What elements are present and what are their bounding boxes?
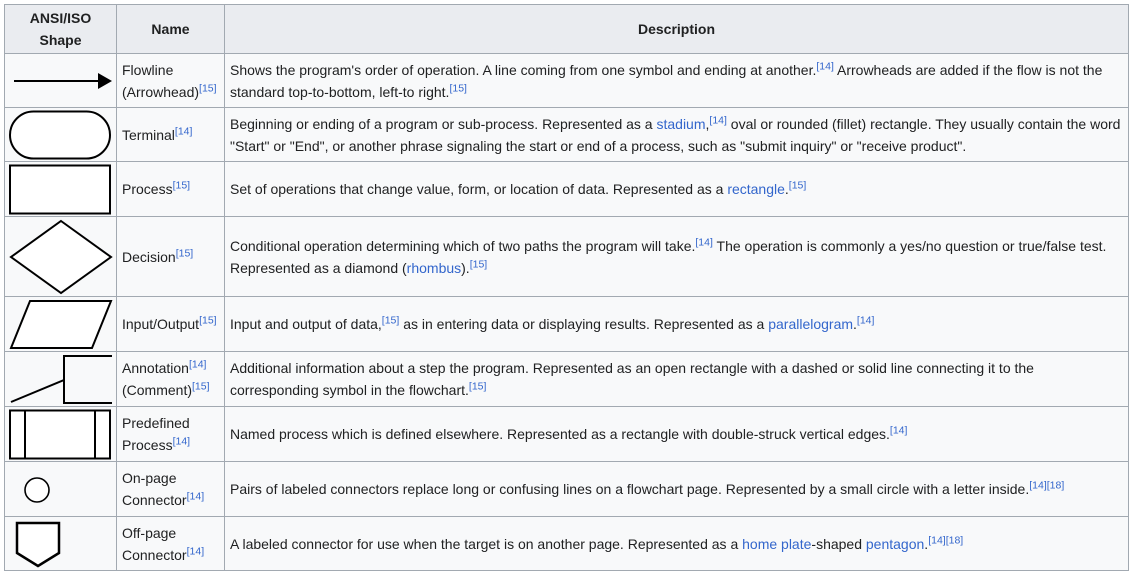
header-description[interactable]: Description	[225, 5, 1129, 54]
description-cell	[225, 517, 1129, 571]
wiki-link[interactable]: rhombus	[406, 259, 462, 276]
reference-link[interactable]: [15]	[199, 81, 217, 94]
reference-link[interactable]: [15]	[449, 81, 467, 94]
table-row	[5, 162, 1129, 217]
flowline-arrow-icon	[8, 66, 114, 96]
reference-link[interactable]: [14]	[928, 533, 946, 546]
reference-link[interactable]: [14]	[186, 544, 205, 557]
text-run: Input and output of data,	[230, 316, 382, 332]
reference-link[interactable]: [15]	[468, 380, 487, 393]
reference-link[interactable]: [14]	[188, 358, 207, 371]
on-page-connector-circle-icon	[8, 464, 114, 515]
shape-cell	[5, 54, 117, 108]
reference-link[interactable]: [15]	[199, 314, 217, 327]
name-cell	[117, 352, 225, 407]
shape-cell	[5, 517, 117, 571]
text-run: .	[784, 181, 789, 197]
reference-link[interactable]: [15]	[469, 257, 488, 270]
description-cell	[225, 162, 1129, 217]
text-run: .	[924, 535, 929, 552]
description-cell	[225, 462, 1129, 517]
shape-cell	[5, 407, 117, 462]
text-run: Additional information about a step the program. Represented as an open rectangle with a dashed or solid line connecting it to the corresponding symbol in the flowchart.	[230, 360, 1034, 398]
text-run: Input/Output	[122, 316, 200, 332]
text-run: On-page	[122, 470, 177, 486]
text-run: Named process which is defined elsewhere. Represented as a rectangle with double-struck vertical edges.	[230, 426, 890, 442]
text-run: Terminal	[122, 126, 175, 143]
table-row	[5, 462, 1129, 517]
text-run: Shows the program's order of operation. A line coming from one symbol and ending at another.	[230, 61, 817, 78]
shape-cell	[5, 462, 117, 517]
text-run: Pairs of labeled connectors replace long or confusing lines on a flowchart page. Represented by a small circle with a letter inside.	[230, 481, 1030, 497]
wiki-link[interactable]: home plate	[742, 535, 812, 552]
shape-cell	[5, 352, 117, 407]
reference-link[interactable]: [15]	[381, 314, 400, 327]
text-run: .	[853, 316, 857, 332]
description-cell	[225, 297, 1129, 352]
table-row	[5, 108, 1129, 162]
text-run: Process	[122, 181, 173, 197]
reference-link[interactable]: [15]	[175, 246, 194, 259]
process-rectangle-icon	[8, 164, 114, 215]
name-cell	[117, 217, 225, 297]
text-run: (Comment)	[122, 382, 193, 398]
terminal-stadium-icon	[8, 110, 114, 160]
table-row	[5, 54, 1129, 108]
text-run: The operation is commonly a yes/no question or true/false test. Represented as a diamond (	[230, 237, 1107, 276]
text-run: Decision	[122, 248, 176, 265]
text-run: Connector	[122, 546, 187, 563]
table-row	[5, 407, 1129, 462]
description-cell	[225, 108, 1129, 162]
wiki-link[interactable]: pentagon	[865, 535, 925, 552]
wiki-link[interactable]: rectangle	[727, 181, 785, 197]
reference-link[interactable]: [18]	[1046, 479, 1065, 492]
text-run: as in entering data or displaying results. Represented as a	[399, 316, 769, 332]
text-run: Connector	[122, 492, 187, 508]
name-cell	[117, 297, 225, 352]
table-row	[5, 297, 1129, 352]
text-run: Flowline	[122, 61, 174, 78]
shape-cell	[5, 162, 117, 217]
reference-link[interactable]: [14]	[709, 113, 727, 126]
name-cell	[117, 407, 225, 462]
name-cell	[117, 517, 225, 571]
shape-cell	[5, 217, 117, 297]
name-cell	[117, 462, 225, 517]
text-run: Annotation	[122, 360, 189, 376]
description-cell	[225, 352, 1129, 407]
predefined-process-icon	[8, 409, 114, 460]
wiki-link[interactable]: parallelogram	[768, 316, 854, 332]
reference-link[interactable]: [15]	[172, 179, 191, 192]
shape-cell	[5, 297, 117, 352]
table-row	[5, 352, 1129, 407]
text-run: oval or rounded (fillet) rectangle. They usually contain the word "Start" or "End", or another phrase signaling the start or end of a process, such as "submit inquiry" or "receive product".	[230, 115, 1121, 154]
text-run: -shaped	[811, 535, 866, 552]
reference-link[interactable]: [14]	[816, 59, 834, 72]
name-cell	[117, 54, 225, 108]
decision-diamond-icon	[8, 219, 114, 295]
off-page-connector-pentagon-icon	[8, 519, 114, 569]
shape-cell	[5, 108, 117, 162]
reference-link[interactable]: [18]	[945, 533, 964, 546]
text-run: Conditional operation determining which of two paths the program will take.	[230, 237, 696, 254]
text-run: ).	[461, 259, 470, 276]
annotation-comment-icon	[8, 354, 114, 405]
text-run: Off-page	[122, 524, 177, 541]
name-cell	[117, 162, 225, 217]
text-run: Predefined	[122, 415, 190, 431]
reference-link[interactable]: [14]	[889, 424, 908, 437]
text-run: ,	[705, 115, 710, 132]
reference-link[interactable]: [14]	[172, 435, 191, 448]
flowchart-symbols-table	[4, 4, 1129, 571]
reference-link[interactable]: [15]	[192, 380, 210, 393]
table-row	[5, 517, 1129, 571]
description-cell	[225, 54, 1129, 108]
text-run: Process	[122, 437, 173, 453]
text-run: Arrowheads are added if the flow is not the standard top-to-bottom, left-to right.	[230, 61, 1103, 100]
description-cell	[225, 407, 1129, 462]
name-cell	[117, 108, 225, 162]
reference-link[interactable]: [14]	[186, 490, 205, 503]
header-shape[interactable]: ANSI/ISO Shape	[5, 5, 117, 54]
reference-link[interactable]: [14]	[695, 235, 713, 248]
table-row	[5, 217, 1129, 297]
reference-link[interactable]: [15]	[788, 179, 807, 192]
text-run: Set of operations that change value, form, or location of data. Represented as a	[230, 181, 728, 197]
reference-link[interactable]: [14]	[1029, 479, 1047, 492]
wiki-link[interactable]: stadium	[656, 115, 706, 132]
text-run: (Arrowhead)	[122, 83, 200, 100]
header-row	[5, 5, 1129, 54]
reference-link[interactable]: [14]	[856, 314, 875, 327]
text-run: Beginning or ending of a program or sub-process. Represented as a	[230, 115, 657, 132]
text-run: A labeled connector for use when the target is on another page. Represented as a	[230, 535, 743, 552]
reference-link[interactable]: [14]	[174, 124, 193, 137]
description-cell	[225, 217, 1129, 297]
header-name[interactable]: Name	[117, 5, 225, 54]
input-output-parallelogram-icon	[8, 299, 114, 350]
